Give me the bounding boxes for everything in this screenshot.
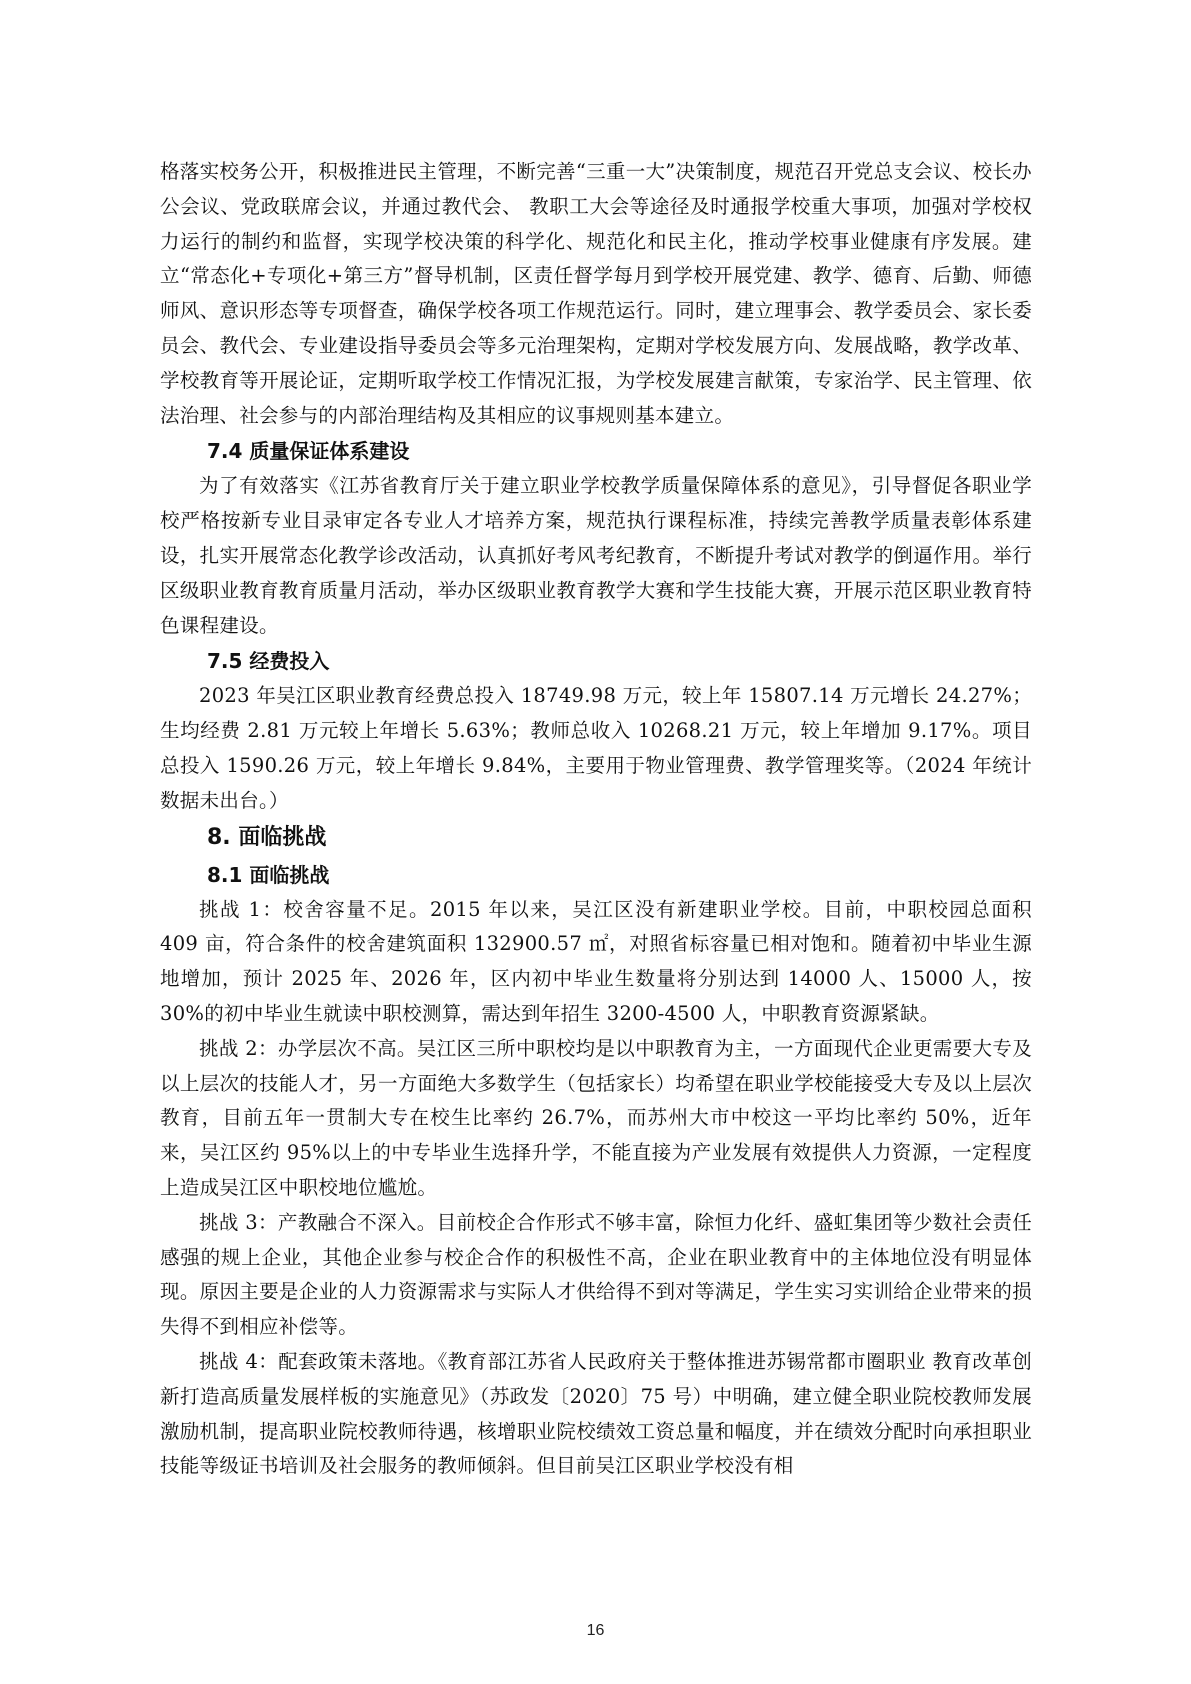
chapter-heading-8: 8. 面临挑战: [207, 824, 327, 850]
paragraph: 为了有效落实《江苏省教育厅关于建立职业学校教学质量保障体系的意见》，引导督促各职业学校严格按新专业目录审定各专业人才培养方案，规范执行课程标准，持续完善教学质量表彰体系建设，扎实开展常态化教学诊改活动，认真抓好考风考纪教育，不断提升考试对教学的倒逼作用。举行区级职业教育教育质量月活动，举办区级职业教育教学大赛和学生技能大赛，开展示范区职业教育特色课程建设。: [160, 474, 1032, 637]
page-body: [160, 155, 1032, 1484]
paragraph: 格落实校务公开，积极推进民主管理，不断完善“三重一大”决策制度，规范召开党总支会议、校长办公会议、党政联席会议，并通过教代会、 教职工大会等途径及时通报学校重大事项，加强对学校权力运行的制约和监督，实现学校决策的科学化、规范化和民主化，推动学校事业健康有序发展。建立“常态化+专项化+第三方”督导机制，区责任督学每月到学校开展党建、教学、德育、后勤、师德师风、意识形态等专项督查，确保学校各项工作规范运行。同时，建立理事会、教学委员会、家长委员会、教代会、专业建设指导委员会等多元治理架构，定期对学校发展方向、发展战略，教学改革、学校教育等开展论证，定期听取学校工作情况汇报，为学校发展建言献策，专家治学、民主管理、依法治理、社会参与的内部治理结构及其相应的议事规则基本建立。: [160, 160, 1032, 427]
paragraph: 挑战 2：办学层次不高。吴江区三所中职校均是以中职教育为主，一方面现代企业更需要大专及以上层次的技能人才，另一方面绝大多数学生（包括家长）均希望在职业学校能接受大专及以上层次教育，目前五年一贯制大专在校生比率约 26.7%，而苏州大市中校这一平均比率约 50%，近年来，吴江区约 95%以上的中专毕业生选择升学，不能直接为产业发展有效提供人力资源，一定程度上造成吴江区中职校地位尴尬。: [160, 1036, 1032, 1199]
section-heading-7-5: 7.5 经费投入: [207, 649, 330, 674]
paragraph: 挑战 1：校舍容量不足。2015 年以来，吴江区没有新建职业学校。目前，中职校园总面积 409 亩，符合条件的校舍建筑面积 132900.57 ㎡，对照省标容量已相对饱和。随着初中毕业生源地增加，预计 2025 年、2026 年，区内初中毕业生数量将分别达到 14000 人、15000 人，按 30%的初中毕业生就读中职校测算，需达到年招生 3200-4500 人，中职教育资源紧缺。: [160, 897, 1032, 1025]
page-number: 16: [586, 1622, 605, 1639]
paragraph: 挑战 3：产教融合不深入。目前校企合作形式不够丰富，除恒力化纤、盛虹集团等少数社会责任感强的规上企业，其他企业参与校企合作的积极性不高，企业在职业教育中的主体地位没有明显体现。原因主要是企业的人力资源需求与实际人才供给得不到对等满足，学生实习实训给企业带来的损失得不到相应补偿等。: [160, 1210, 1032, 1339]
section-heading-7-4: 7.4 质量保证体系建设: [207, 439, 410, 464]
paragraph: 2023 年吴江区职业教育经费总投入 18749.98 万元，较上年 15807.14 万元增长 24.27%；生均经费 2.81 万元较上年增长 5.63%；教师总收入 10268.21 万元，较上年增加 9.17%。项目总投入 1590.26 万元，较上年增长 9.84%，主要用于物业管理费、教学管理奖等。（2024 年统计数据未出台。）: [160, 684, 1032, 812]
section-heading-8-1: 8.1 面临挑战: [207, 862, 330, 887]
paragraph: 挑战 4：配套政策未落地。《教育部江苏省人民政府关于整体推进苏锡常都市圈职业 教育改革创新打造高质量发展样板的实施意见》（苏政发〔2020〕75 号）中明确，建立健全职业院校教师发展激励机制，提高职业院校教师待遇，核增职业院校绩效工资总量和幅度，并在绩效分配时向承担职业技能等级证书培训及社会服务的教师倾斜。但目前吴江区职业学校没有相: [160, 1349, 1032, 1478]
